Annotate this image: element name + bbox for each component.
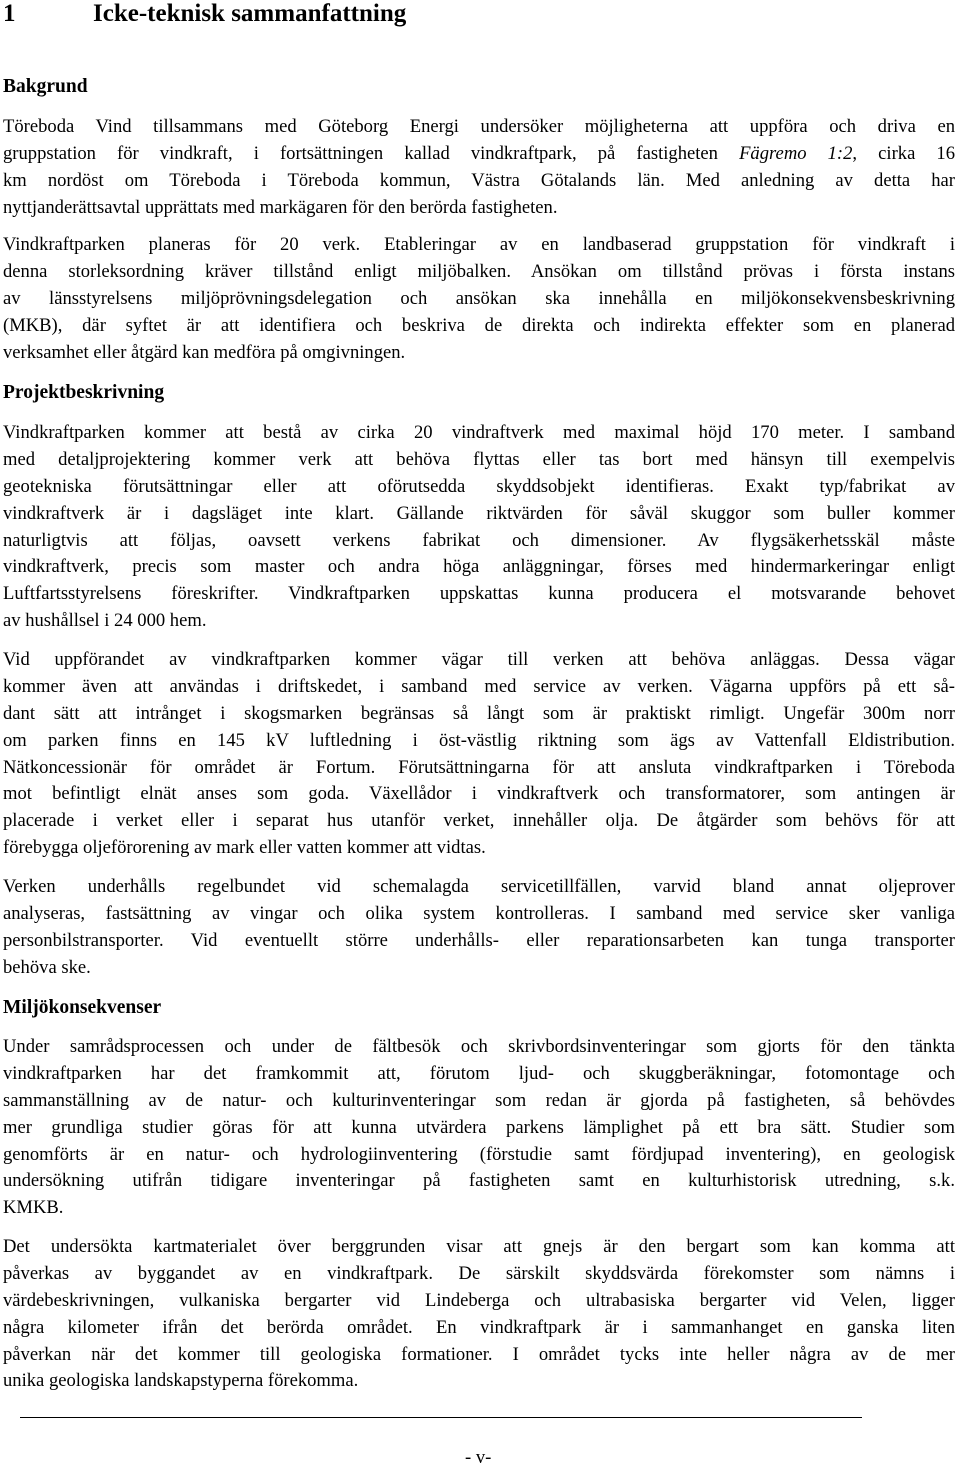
text-line: analyseras, fastsättning av vingar och olika system kontrolleras. I samband med service sker vanliga	[3, 902, 955, 924]
text-line: Nätkoncessionär för området är Fortum. Förutsättningarna för att ansluta vindkraftparken i Töreboda	[3, 756, 955, 778]
paragraph-miljo-2	[3, 1234, 955, 1395]
text-line: (MKB), där syftet är att identifiera och beskriva de direkta och indirekta effekter som en planerad	[3, 314, 955, 336]
paragraph-bakgrund-1	[3, 114, 955, 222]
text-line: unika geologiska landskapstyperna förekomma.	[3, 1370, 359, 1392]
text-line: Det undersökta kartmaterialet över berggrunden visar att gnejs är den bergart som kan komma att	[3, 1236, 955, 1257]
text-line: Vindkraftparken kommer att bestå av cirka 20 vindraftverk med maximal höjd 170 meter. I samband	[3, 422, 955, 443]
text-line: Vindkraftparken planeras för 20 verk. Etableringar av en landbaserad gruppstation för vindkraft i	[3, 234, 955, 255]
text-line: denna storleksordning kräver tillstånd enligt miljöbalken. Ansökan om tillstånd prövas i första instans	[3, 260, 955, 282]
text-line: om parken finns en 145 kV luftledning i öst-västlig riktning som ägs av Vattenfall Eldistribution.	[3, 729, 955, 751]
text-line: Vid uppförandet av vindkraftparken kommer vägar till verken att behöva anläggas. Dessa vägar	[3, 649, 955, 670]
text-line: sammanställning av de natur- och kulturinventeringar som redan är gjorda på fastigheten, så behövdes	[3, 1089, 955, 1111]
text-line: vindkraftverk är i dagsläget inte klart. Gällande riktvärden för såväl skuggor som buller kommer	[3, 502, 955, 524]
section-heading-miljokonsekvenser: Miljökonsekvenser	[3, 997, 162, 1018]
text-line: geotekniska förutsättningar eller att oförutsedda skyddsobjekt identifieras. Exakt typ/fabrikat av	[3, 475, 955, 497]
chapter-title-text: Icke-teknisk sammanfattning	[93, 0, 407, 27]
text-line: påverkan när det kommer till geologiska formationer. I området tycks inte heller några av de mer	[3, 1343, 955, 1365]
text-run: , cirka 16	[852, 142, 955, 164]
property-name: Fägremo 1:2	[739, 142, 853, 164]
paragraph-projekt-1	[3, 420, 955, 635]
paragraph-miljo-1	[3, 1034, 955, 1222]
text-line: förebygga oljeförorening av mark eller vatten kommer att vidtas.	[3, 837, 486, 859]
text-line: med detaljprojektering kommer verk att behöva flyttas eller tas bort med hänsyn till exempelvis	[3, 448, 955, 470]
text-line: Verken underhålls regelbundet vid schemalagda servicetillfällen, varvid bland annat oljeprover	[3, 876, 955, 897]
text-line: vindkraftverk, precis som master och andra höga anläggningar, förses med hindermarkeringar enligt	[3, 556, 955, 578]
text-line	[3, 141, 955, 168]
text-line: KMKB.	[3, 1197, 64, 1219]
text-line: km nordöst om Töreboda i Töreboda kommun, Västra Götalands län. Med anledning av detta har	[3, 169, 955, 191]
text-line: behöva ske.	[3, 956, 91, 978]
text-line: kommer även att användas i driftskedet, i samband med service av verken. Vägarna uppförs på ett så-	[3, 675, 955, 697]
text-line: personbilstransporter. Vid eventuellt större underhålls- eller reparationsarbeten kan tunga transporter	[3, 929, 955, 951]
text-line: värdebeskrivningen, vulkaniska bergarter vid Lindeberga och ultrabasiska bergarter vid Velen, ligger	[3, 1289, 955, 1311]
chapter-number: 1	[3, 0, 16, 27]
chapter-title	[3, 0, 406, 28]
text-run: gruppstation för vindkraft, i fortsättningen kallad vindkraftpark, på fastigheten	[3, 142, 740, 164]
text-line: påverkas av byggandet av en vindkraftpark. De särskilt skyddsvärda förekomster som nämns i	[3, 1262, 955, 1284]
text-line: vindkraftparken har det framkommit att, förutom ljud- och skuggberäkningar, fotomontage och	[3, 1062, 955, 1084]
text-line: nyttjanderättsavtal upprättats med markägaren för den berörda fastigheten.	[3, 196, 558, 218]
text-line: Luftfartsstyrelsens föreskrifter. Vindkraftparken uppskattas kunna producera el motsvarande behovet	[3, 583, 955, 605]
paragraph-projekt-2	[3, 647, 955, 862]
text-line: dant sätt att intrånget i skogsmarken begränsas så långt som är praktiskt rimligt. Ungefär 300m norr	[3, 702, 955, 724]
text-line: undersökning utifrån tidigare inventeringar på fastigheten samt en kulturhistorisk utredning, s.k.	[3, 1170, 955, 1192]
page-number: - v-	[465, 1447, 492, 1468]
text-line: genomförts är en natur- och hydrologiinventering (förstudie samt fördjupad inventering), en geologisk	[3, 1143, 955, 1165]
text-line: av hushållsel i 24 000 hem.	[3, 610, 207, 632]
section-heading-projektbeskrivning: Projektbeskrivning	[3, 382, 165, 403]
text-line: naturligtvis att följas, oavsett verkens fabrikat och dimensioner. Av flygsäkerhetsskäl måste	[3, 529, 955, 551]
text-line: placerade i verket eller i separat hus utanför verket, innehåller olja. De åtgärder som behövs för att	[3, 810, 955, 832]
text-line: mot befintligt elnät anses som goda. Växellådor i vindkraftverk och transformatorer, som antingen är	[3, 783, 955, 805]
paragraph-projekt-3	[3, 874, 955, 982]
text-line: verksamhet eller åtgärd kan medföra på omgivningen.	[3, 341, 406, 363]
footer-rule	[20, 1417, 862, 1418]
text-line: några kilometer ifrån det berörda området. En vindkraftpark är i sammanhanget en ganska liten	[3, 1316, 955, 1338]
text-line: mer grundliga studier göras för att kunna utvärdera parkens lämplighet på ett bra sätt. Studier som	[3, 1116, 955, 1138]
text-line: Under samrådsprocessen och under de fältbesök och skrivbordsinventeringar som gjorts för den tänkta	[3, 1036, 955, 1057]
text-line: Töreboda Vind tillsammans med Göteborg Energi undersöker möjligheterna att uppföra och driva en	[3, 116, 955, 137]
section-heading-bakgrund: Bakgrund	[3, 76, 88, 97]
paragraph-bakgrund-2	[3, 232, 955, 366]
text-line: av länsstyrelsens miljöprövningsdelegation och ansökan ska innehålla en miljökonsekvensbeskrivning	[3, 287, 955, 309]
